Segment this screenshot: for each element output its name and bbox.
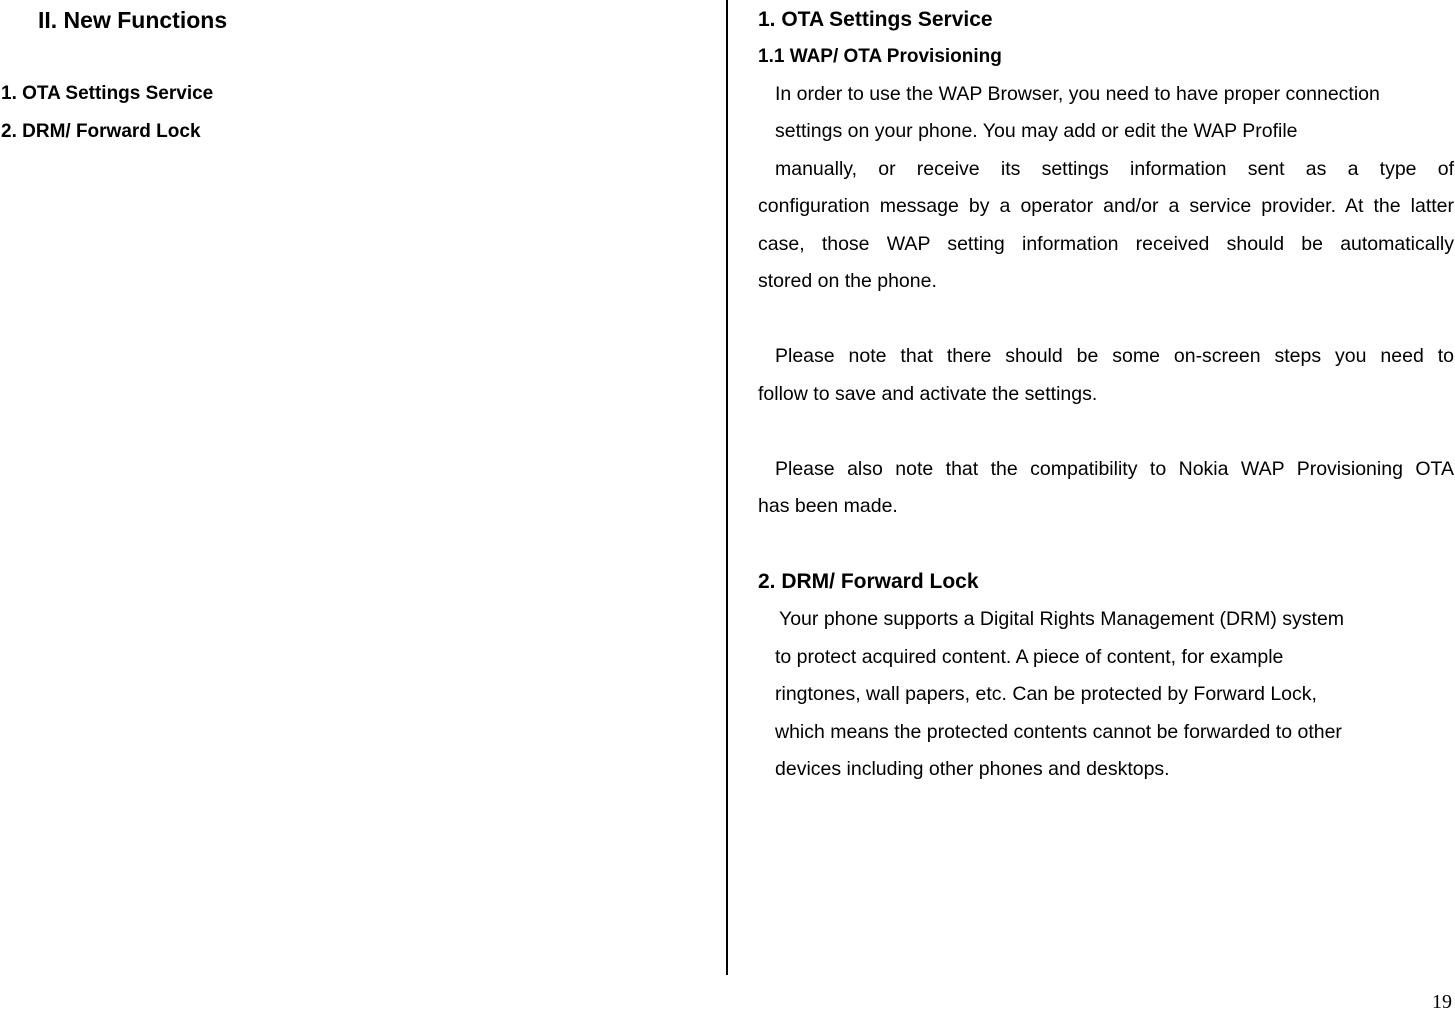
- paragraph-line: settings on your phone. You may add or edit the WAP Profile: [775, 120, 1298, 142]
- section-title-drm: 2. DRM/ Forward Lock: [758, 570, 979, 593]
- paragraph-line: which means the protected contents cannot be forwarded to other: [775, 721, 1342, 743]
- section-title-ota: 1. OTA Settings Service: [758, 8, 993, 31]
- toc-item-ota: 1. OTA Settings Service: [1, 83, 214, 104]
- paragraph-line: to protect acquired content. A piece of content, for example: [775, 646, 1284, 668]
- paragraph-line: stored on the phone.: [758, 270, 937, 292]
- page-number: 19: [1432, 991, 1452, 1013]
- column-divider: [726, 0, 728, 975]
- paragraph-line: has been made.: [758, 495, 898, 517]
- paragraph-line: Your phone supports a Digital Rights Management (DRM) system: [779, 608, 1345, 630]
- paragraph-line: Please note that there should be some on-screen steps you need to: [775, 345, 1454, 367]
- paragraph-line: manually, or receive its settings information sent as a type of: [775, 158, 1454, 180]
- paragraph-line: follow to save and activate the settings.: [758, 383, 1098, 405]
- paragraph-line: In order to use the WAP Browser, you need to have proper connection: [775, 83, 1380, 105]
- paragraph-line: case, those WAP setting information received should be automatically: [758, 233, 1454, 255]
- paragraph-line: devices including other phones and desktops.: [775, 758, 1170, 780]
- toc-item-drm: 2. DRM/ Forward Lock: [1, 121, 201, 142]
- paragraph-line: configuration message by a operator and/or a service provider. At the latter: [758, 195, 1454, 217]
- paragraph-line: Please also note that the compatibility to Nokia WAP Provisioning OTA: [775, 458, 1454, 480]
- subsection-title-wap-ota: 1.1 WAP/ OTA Provisioning: [758, 46, 1002, 67]
- paragraph-line: ringtones, wall papers, etc. Can be protected by Forward Lock,: [775, 683, 1317, 705]
- page-title: II. New Functions: [38, 7, 228, 33]
